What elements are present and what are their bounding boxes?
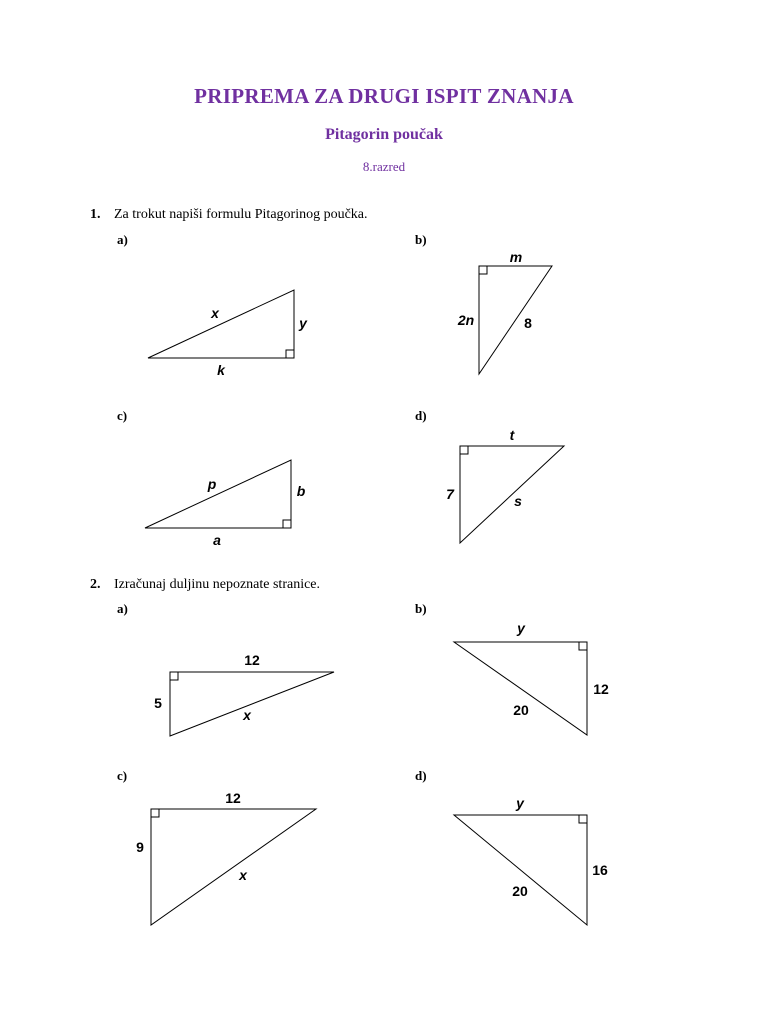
side-label: p xyxy=(207,476,217,492)
part-label: d) xyxy=(415,408,427,423)
part-label: a) xyxy=(117,232,128,247)
part-label: a) xyxy=(117,601,128,616)
side-label: 12 xyxy=(244,652,260,668)
side-label: y xyxy=(517,620,525,636)
task-text: Izračunaj duljinu nepoznate stranice. xyxy=(114,577,321,592)
task-number: 1. xyxy=(90,207,101,222)
grade-label: 8.razred xyxy=(362,159,406,174)
page-subtitle: Pitagorin poučak xyxy=(325,126,443,143)
right-angle-marker xyxy=(460,446,468,454)
right-angle-marker xyxy=(579,642,587,650)
side-label: x xyxy=(243,707,251,723)
part-label: c) xyxy=(117,408,128,423)
side-label: 20 xyxy=(512,883,528,899)
side-label: t xyxy=(509,427,515,443)
triangle-1d xyxy=(460,446,564,543)
side-label: 2n xyxy=(457,312,475,328)
task-number: 2. xyxy=(90,577,101,592)
side-label: b xyxy=(296,483,306,499)
side-label: x xyxy=(239,867,247,883)
side-label: y xyxy=(299,315,307,331)
part-label: c) xyxy=(117,768,128,783)
right-angle-marker xyxy=(579,815,587,823)
side-label: s xyxy=(514,493,522,509)
page-title: PRIPREMA ZA DRUGI ISPIT ZNANJA xyxy=(194,84,574,108)
side-label: 20 xyxy=(513,702,529,718)
right-angle-marker xyxy=(151,809,159,817)
side-label: k xyxy=(217,362,225,378)
side-label: 9 xyxy=(136,839,144,855)
right-angle-marker xyxy=(283,520,291,528)
side-label: 7 xyxy=(446,486,454,502)
side-label: 8 xyxy=(524,315,532,331)
triangle-2d xyxy=(454,815,587,925)
side-label: x xyxy=(211,305,219,321)
part-label: d) xyxy=(415,768,427,783)
triangle-2b xyxy=(454,642,587,735)
triangle-1a xyxy=(148,290,294,358)
right-angle-marker xyxy=(479,266,487,274)
side-label: 16 xyxy=(592,862,608,878)
right-angle-marker xyxy=(286,350,294,358)
triangle-1b xyxy=(479,266,552,374)
right-angle-marker xyxy=(170,672,178,680)
task-text: Za trokut napiši formulu Pitagorinog poučka. xyxy=(114,207,368,222)
part-label: b) xyxy=(415,601,427,616)
side-label: a xyxy=(213,532,221,548)
side-label: m xyxy=(509,249,523,265)
part-label: b) xyxy=(415,232,427,247)
side-label: 5 xyxy=(154,695,162,711)
triangle-1c xyxy=(145,460,291,528)
triangle-2a xyxy=(170,672,334,736)
side-label: 12 xyxy=(593,681,609,697)
triangle-2c xyxy=(151,809,316,925)
side-label: y xyxy=(516,795,524,811)
side-label: 12 xyxy=(225,790,241,806)
